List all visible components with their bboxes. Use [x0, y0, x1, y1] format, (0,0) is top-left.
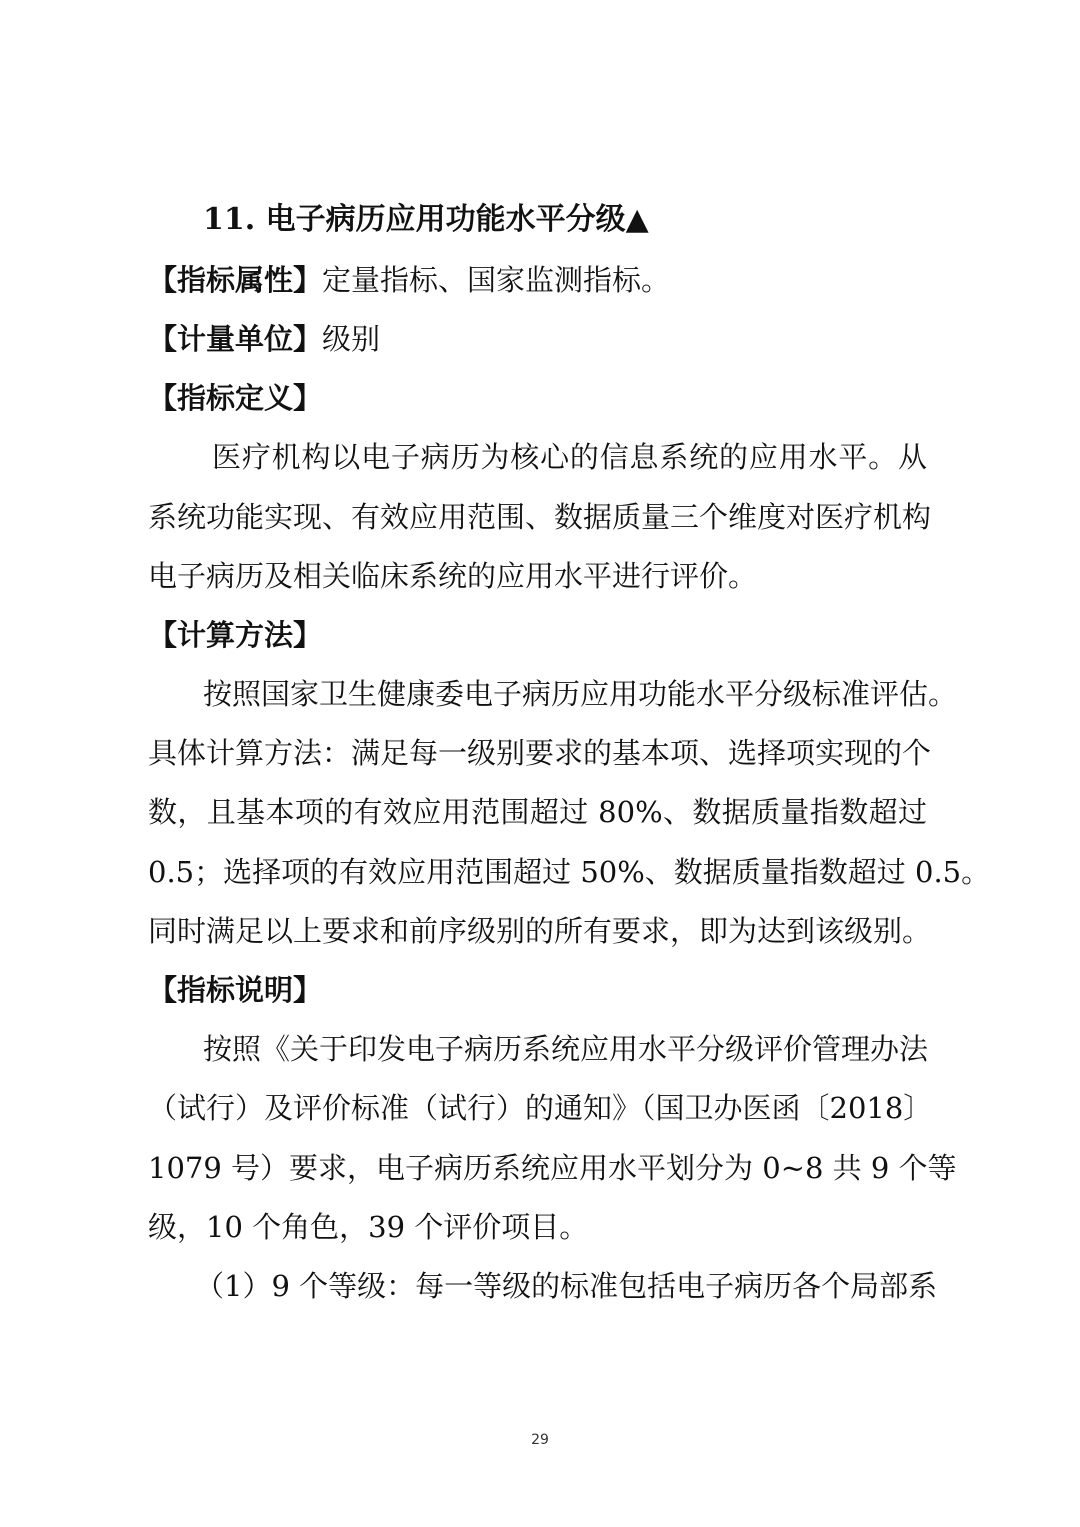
method-line-5: 同时满足以上要求和前序级别的所有要求，即为达到该级别。 — [148, 914, 932, 948]
definition-line-3: 电子病历及相关临床系统的应用水平进行评价。 — [148, 559, 758, 593]
unit-label: 【计量单位】 — [148, 322, 323, 356]
explanation-label: 【指标说明】 — [148, 973, 323, 1007]
method-line-1: 按照国家卫生健康委电子病历应用功能水平分级标准评估。 — [203, 677, 958, 711]
method-line-3: 数，且基本项的有效应用范围超过 80%、数据质量指数超过 — [148, 795, 927, 829]
method-line-4: 0.5；选择项的有效应用范围超过 50%、数据质量指数超过 0.5。 — [148, 855, 991, 889]
page-title: 11. 电子病历应用功能水平分级▲ — [203, 202, 649, 237]
definition-label: 【指标定义】 — [148, 381, 323, 415]
attribute-row — [148, 260, 670, 300]
definition-line-2: 系统功能实现、有效应用范围、数据质量三个维度对医疗机构 — [148, 500, 932, 534]
page-number: 29 — [531, 1432, 549, 1448]
explanation-line-5: （1）9 个等级：每一等级的标准包括电子病历各个局部系 — [195, 1269, 938, 1303]
attribute-value: 定量指标、国家监测指标。 — [322, 263, 671, 297]
explanation-line-3: 1079 号）要求，电子病历系统应用水平划分为 0~8 共 9 个等 — [148, 1151, 957, 1185]
definition-line-1: 医疗机构以电子病历为核心的信息系统的应用水平。从 — [212, 440, 927, 474]
unit-row — [148, 319, 380, 359]
attribute-label: 【指标属性】 — [148, 263, 323, 297]
method-line-2: 具体计算方法：满足每一级别要求的基本项、选择项实现的个 — [148, 736, 932, 770]
method-label: 【计算方法】 — [148, 618, 323, 652]
unit-value: 级别 — [322, 322, 381, 356]
explanation-line-4: 级，10 个角色，39 个评价项目。 — [148, 1210, 589, 1244]
explanation-line-1: 按照《关于印发电子病历系统应用水平分级评价管理办法 — [203, 1032, 929, 1066]
explanation-line-2: （试行）及评价标准（试行）的通知》（国卫办医函〔2018〕 — [148, 1091, 933, 1125]
